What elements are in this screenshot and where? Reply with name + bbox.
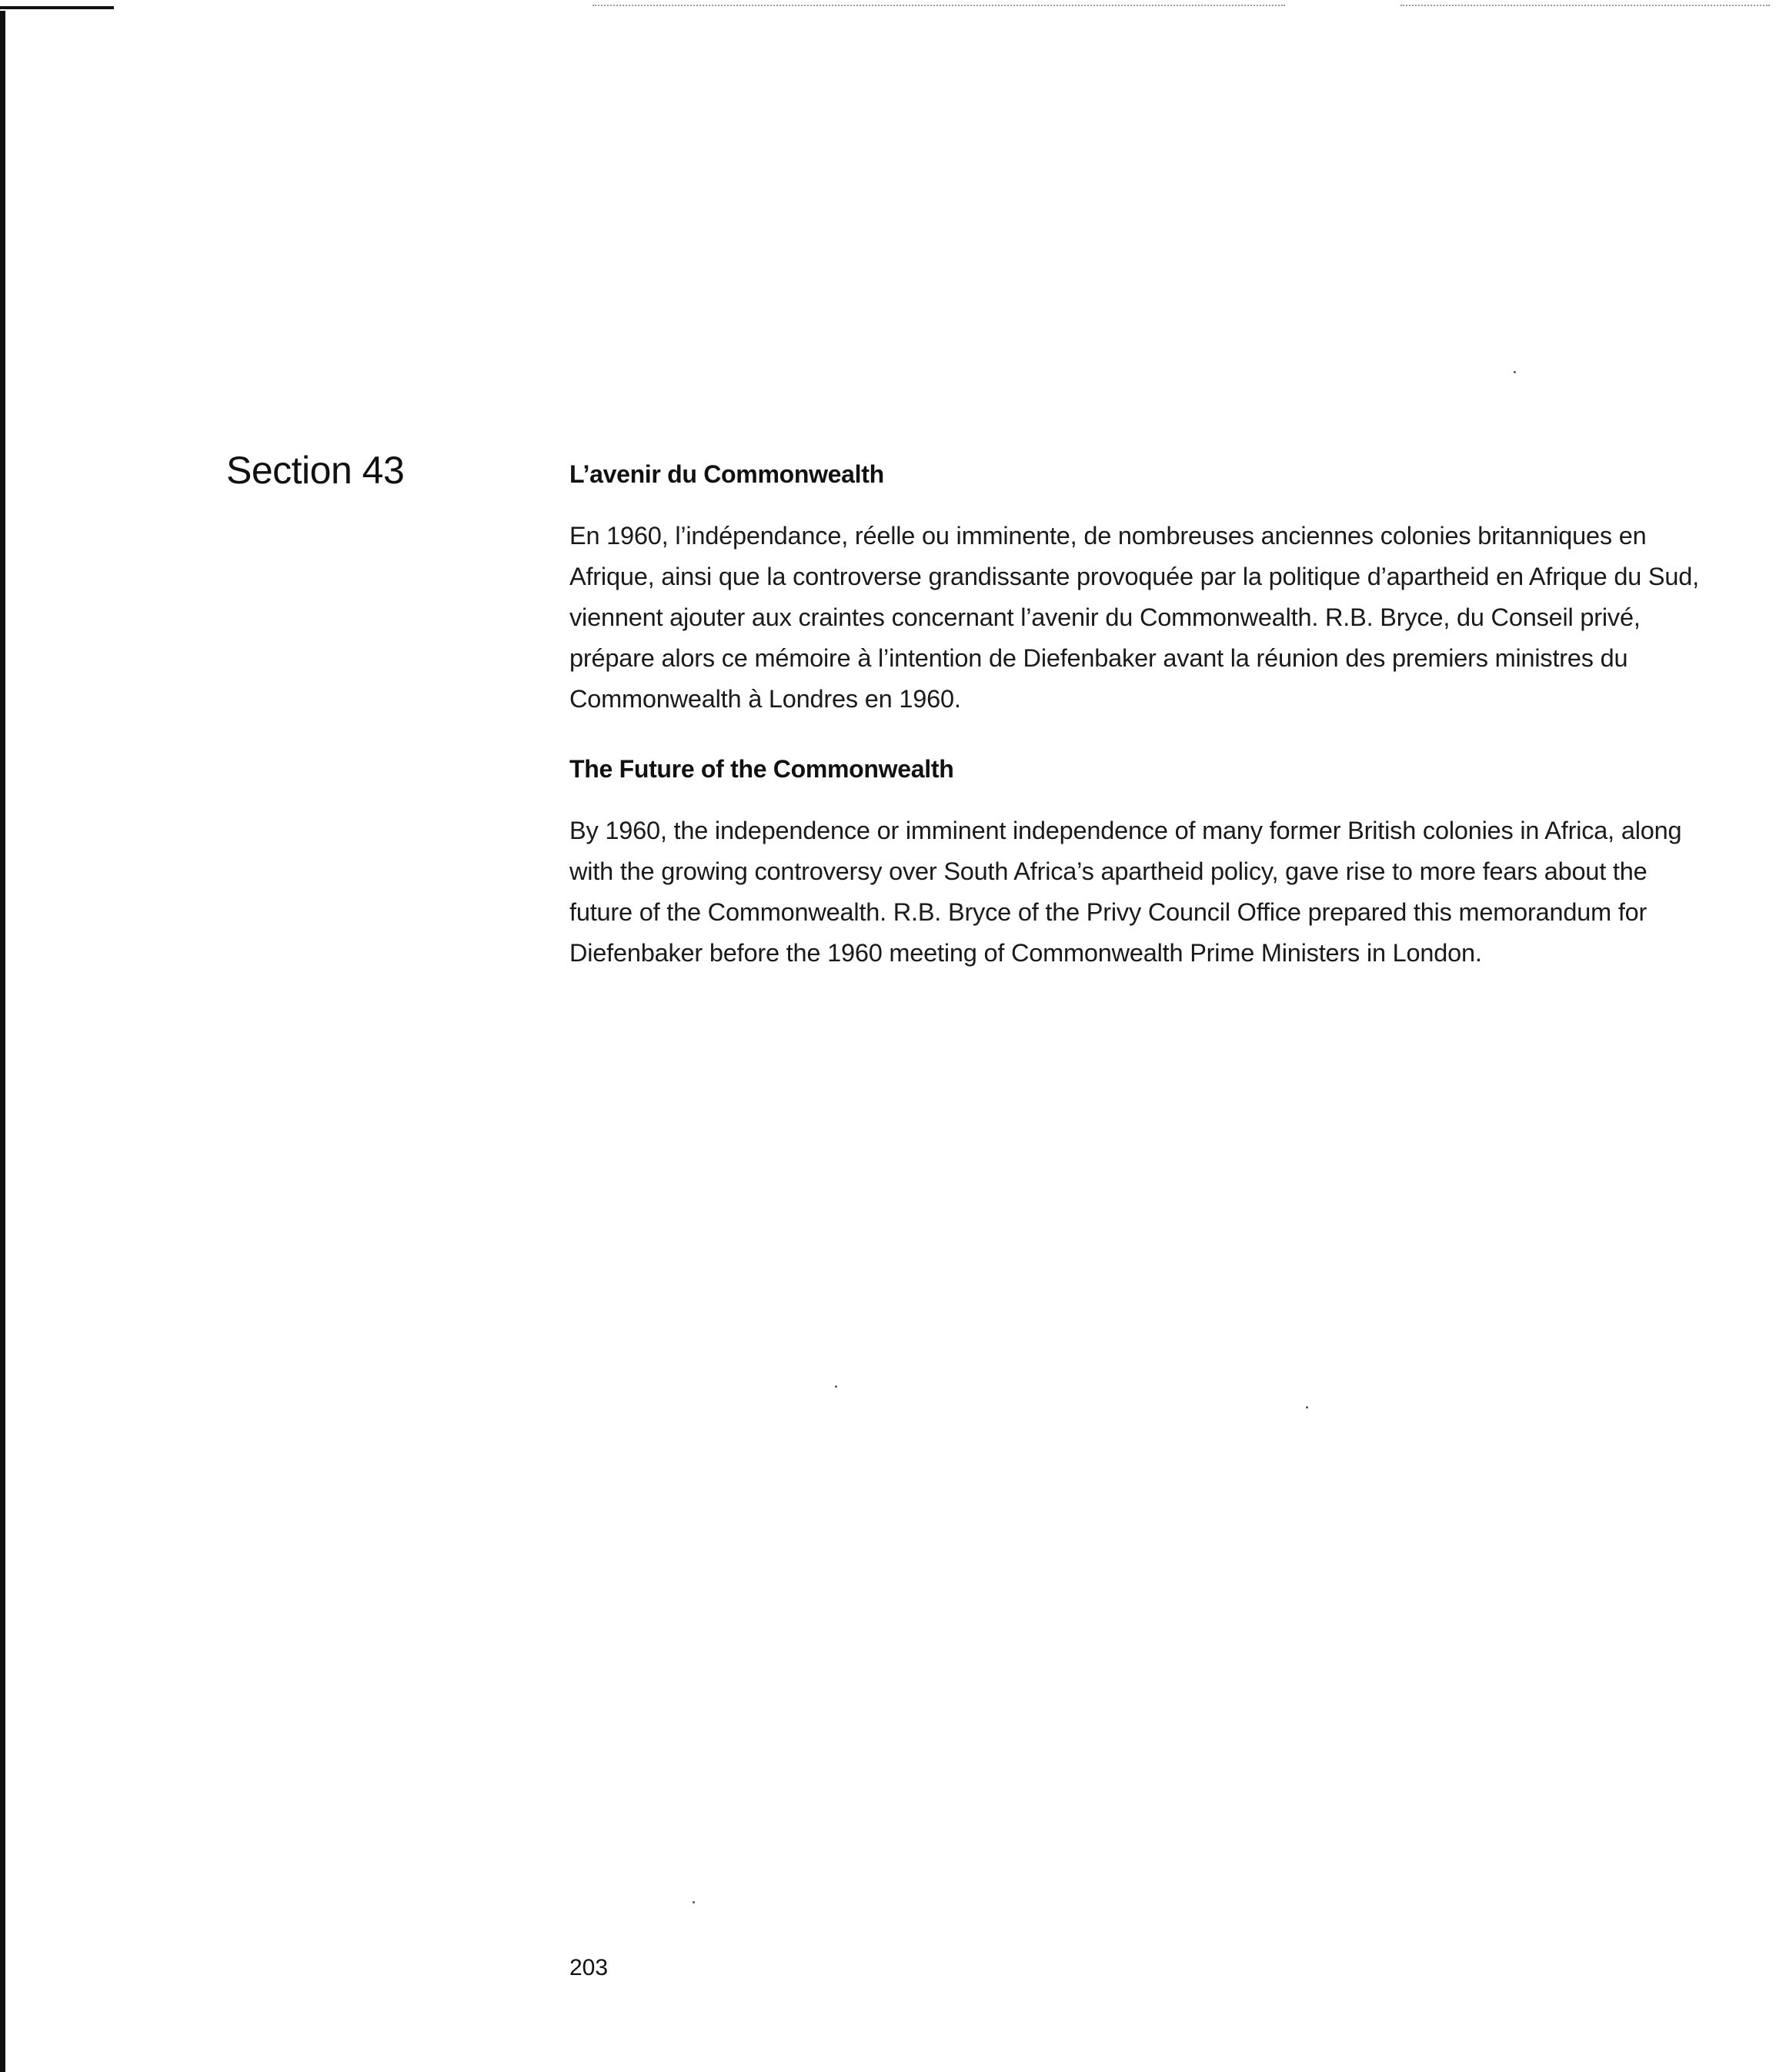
section-label: Section 43 [226, 449, 405, 492]
french-paragraph: En 1960, l’indépendance, réelle ou imminente, de nombreuses anciennes colonies britanniques en Afrique, ainsi que la controverse grandissante provoquée par la politique d’apartheid en Afrique du Sud, viennent ajouter aux craintes concernant l’avenir du Commonwealth. R.B. Bryce, du Conseil privé, prépare alors ce mémoire à l’intention de Diefenbaker avant la réunion des premiers ministres du Commonwealth à Londres en 1960. [569, 522, 1699, 713]
scan-speck [1514, 371, 1516, 373]
scan-top-rule [0, 6, 114, 9]
scan-top-dotted-line [593, 5, 1285, 6]
english-heading: The Future of the Commonwealth [569, 755, 954, 783]
scan-speck [835, 1385, 837, 1388]
english-paragraph: By 1960, the independence or imminent independence of many former British colonies in Africa, along with the growing controversy over South Africa’s apartheid policy, gave rise to more fears about the future of the Commonwealth. R.B. Bryce of the Privy Council Office prepared this memorandum for Diefenbaker before the 1960 meeting of Commonwealth Prime Ministers in London. [569, 817, 1682, 967]
content-column [569, 457, 1708, 974]
scan-binding-edge [0, 11, 5, 2072]
scan-speck [1306, 1406, 1308, 1409]
french-heading: L’avenir du Commonwealth [569, 460, 884, 488]
page-number: 203 [569, 1955, 609, 1980]
scan-top-dotted-line [1400, 5, 1770, 6]
scan-speck [693, 1901, 695, 1903]
